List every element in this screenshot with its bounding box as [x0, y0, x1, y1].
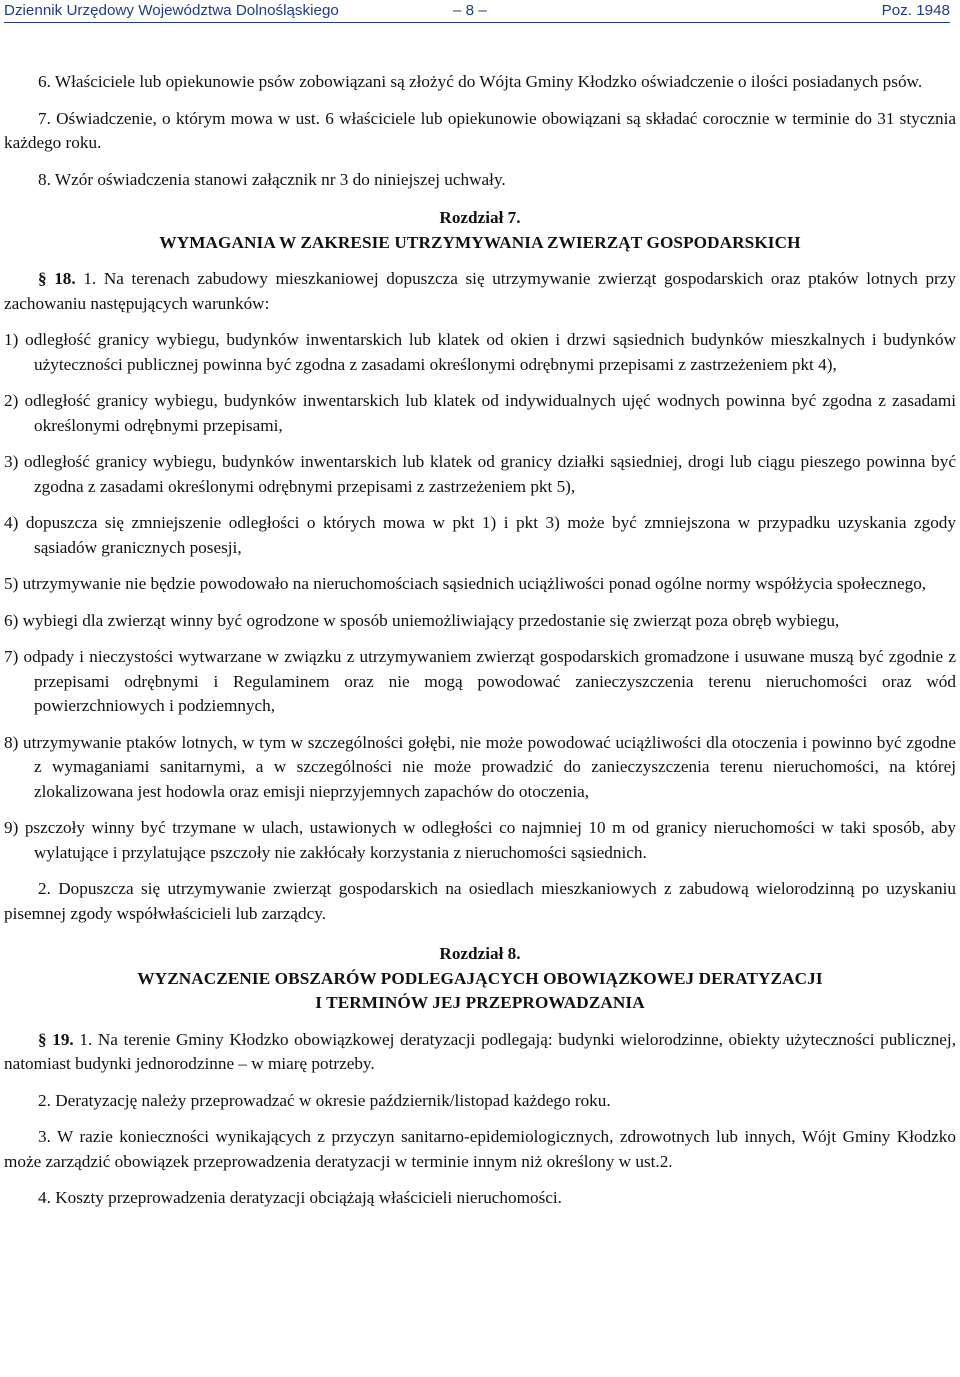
paragraph-8: 8. Wzór oświadczenia stanowi załącznik nr 3 do niniejszej uchwały.	[38, 169, 506, 189]
paragraph-7: 7. Oświadczenie, o którym mowa w ust. 6 właściciele lub opiekunowie obowiązani są składać corocznie w terminie do 31 stycznia każdego roku.	[4, 108, 956, 152]
page-number: – 8 –	[453, 2, 487, 19]
list-item-6: 6) wybiegi dla zwierząt winny być ogrodzone w sposób uniemożliwiający przedostanie się zwierząt poza obręb wybiegu,	[4, 610, 840, 630]
section-19-paragraph-4: 4. Koszty przeprowadzenia deratyzacji obciążają właścicieli nieruchomości.	[38, 1188, 562, 1207]
list-item-8: 8) utrzymywanie ptaków lotnych, w tym w szczególności gołębi, nie może powodować uciążliwości dla otoczenia i powinno być zgodne z wymaganiami sanitarnymi, a w szczególności nie może prowadzić do zanieczyszczenia terenu nieruchomości, na której zlokalizowana jest hodowla oraz emisji nieprzyjemnych zapachów do otoczenia,	[4, 732, 956, 801]
section-19-number: § 19.	[38, 1029, 74, 1049]
chapter-8-title-line-1: WYZNACZENIE OBSZARÓW PODLEGAJĄCYCH OBOWIĄZKOWEJ DERATYZACJI	[137, 968, 823, 988]
section-19-text: 1. Na terenie Gminy Kłodzko obowiązkowej deratyzacji podlegają: budynki wielorodzinne, obiekty użyteczności publicznej, natomiast budynki jednorodzinne – w miarę potrzeby.	[4, 1029, 956, 1073]
list-item-7: 7) odpady i nieczystości wytwarzane w związku z utrzymywaniem zwierząt gospodarskich gromadzone i usuwane muszą być zgodnie z przepisami odrębnymi i Regulaminem oraz nie mogą powodować zanieczyszczenia terenu nieruchomości oraz wód powierzchniowych i podziemnych,	[4, 647, 956, 715]
section-18-number: § 18.	[38, 269, 76, 288]
list-item-1: 1) odległość granicy wybiegu, budynków inwentarskich lub klatek od okien i drzwi sąsiednich budynków mieszkalnych i budynków użyteczności publicznej powinna być zgodna z zasadami określonymi odrębnymi przepisami z zastrzeżeniem pkt 4),	[4, 330, 956, 374]
list-item-9: 9) pszczoły winny być trzymane w ulach, ustawionych w odległości co najmniej 10 m od granicy nieruchomości w taki sposób, aby wylatujące i przylatujące pszczoły nie zakłócały korzystania z nieruchomości sąsiednich.	[4, 818, 956, 862]
chapter-7-title: WYMAGANIA W ZAKRESIE UTRZYMYWANIA ZWIERZĄT GOSPODARSKICH	[159, 232, 801, 252]
section-18-paragraph-2: 2. Dopuszcza się utrzymywanie zwierząt gospodarskich na osiedlach mieszkaniowych z zabudową wielorodzinną po uzyskaniu pisemnej zgody współwłaścicieli lub zarządcy.	[4, 879, 956, 923]
section-19-paragraph-3: 3. W razie konieczności wynikających z przyczyn sanitarno-epidemiologicznych, zdrowotnych lub innych, Wójt Gminy Kłodzko może zarządzić obowiązek przeprowadzenia deratyzacji w terminie innym niż określony w ust.2.	[4, 1127, 956, 1171]
chapter-7-label: Rozdział 7.	[439, 208, 521, 227]
section-19-paragraph-2: 2. Deratyzację należy przeprowadzać w okresie październik/listopad każdego roku.	[38, 1090, 611, 1110]
list-item-2: 2) odległość granicy wybiegu, budynków inwentarskich lub klatek od indywidualnych ujęć wodnych powinna być zgodna z zasadami określonymi odrębnymi przepisami,	[4, 391, 956, 435]
position-number: Poz. 1948	[881, 2, 950, 19]
list-item-5: 5) utrzymywanie nie będzie powodowało na nieruchomościach sąsiednich uciążliwości ponad ogólne normy współżycia społecznego,	[4, 574, 927, 593]
section-18-intro	[4, 267, 956, 316]
chapter-8-title-line-2: I TERMINÓW JEJ PRZEPROWADZANIA	[315, 993, 645, 1012]
list-item-4: 4) dopuszcza się zmniejszenie odległości o których mowa w pkt 1) i pkt 3) może być zmniejszona w przypadku uzyskania zgody sąsiadów granicznych posesji,	[4, 513, 956, 557]
section-19-paragraph-1	[4, 1028, 956, 1077]
section-18-text: 1. Na terenach zabudowy mieszkaniowej dopuszcza się utrzymywanie zwierząt gospodarskich oraz ptaków lotnych przy zachowaniu następujących warunków:	[4, 269, 957, 313]
chapter-8-label: Rozdział 8.	[439, 944, 521, 963]
document-body	[4, 70, 956, 1211]
list-item-3: 3) odległość granicy wybiegu, budynków inwentarskich lub klatek od granicy działki sąsiedniej, drogi lub ciągu pieszego powinna być zgodna z zasadami określonymi odrębnymi przepisami z zastrzeżeniem pkt 5),	[4, 452, 956, 496]
page-header	[4, 0, 950, 23]
journal-title: Dziennik Urzędowy Województwa Dolnośląskiego	[4, 2, 339, 19]
paragraph-6: 6. Właściciele lub opiekunowie psów zobowiązani są złożyć do Wójta Gminy Kłodzko oświadczenie o ilości posiadanych psów.	[38, 72, 923, 91]
